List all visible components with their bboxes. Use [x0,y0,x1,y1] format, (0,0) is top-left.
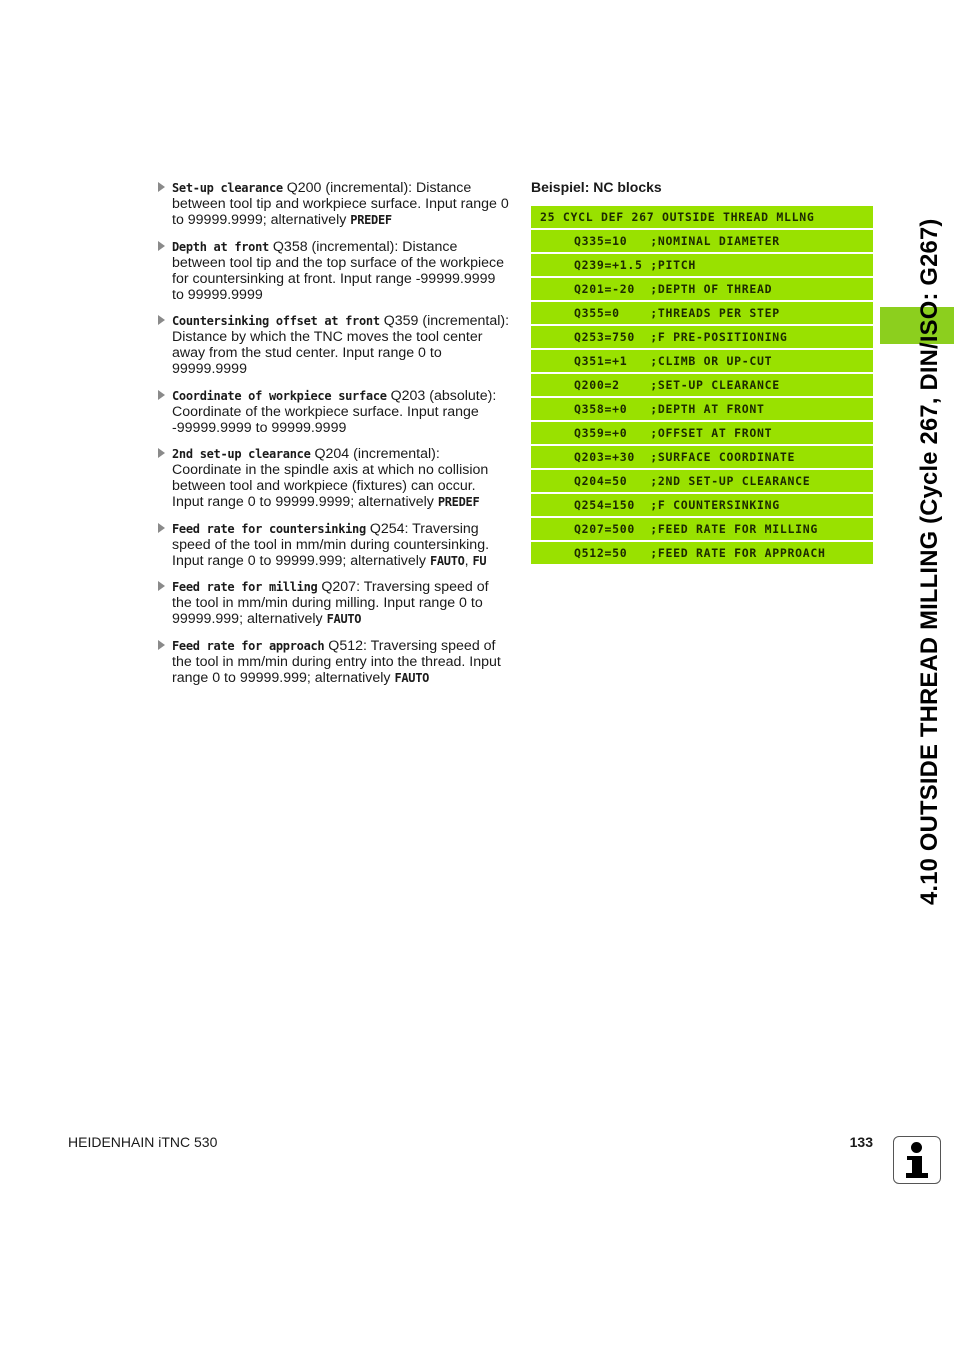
nc-line: Q254=150 ;F COUNTERSINKING [531,494,873,516]
param-desc: Q358 (incremental): Distance between tool tip and the top surface of the workpiece for countersinking at front. Input range -99999.9999 to 99999.9999 [172,238,505,303]
param-desc: Q203 (absolute): Coordinate of the workpiece surface. Input range -99999.9999 to 99999.9999 [172,387,497,436]
param-feed-countersinking [158,521,510,569]
param-setup-clearance [158,180,510,228]
nc-line: Q355=0 ;THREADS PER STEP [531,302,873,324]
nc-line: Q239=+1.5 ;PITCH [531,254,873,276]
param-desc: Q359 (incremental): Distance by which the TNC moves the tool center away from the stud center. Input range 0 to 99999.9999 [172,313,510,377]
param-code: Feed rate for milling [172,580,318,594]
parameter-list [158,180,510,696]
triangle-bullet-icon [158,390,165,400]
example-title: Beispiel: NC blocks [531,179,662,195]
param-code: Coordinate of workpiece surface [172,388,387,403]
param-code: 2nd set-up clearance [172,447,311,461]
triangle-bullet-icon [158,182,165,192]
nc-line: Q204=50 ;2ND SET-UP CLEARANCE [531,470,873,492]
triangle-bullet-icon [158,315,165,325]
param-desc: Q512: Traversing speed of the tool in mm/min during entry into the thread. Input range 0 to 99999.999; alternatively [172,637,501,686]
triangle-bullet-icon [158,581,165,591]
triangle-bullet-icon [158,640,165,650]
triangle-bullet-icon [158,523,165,533]
info-icon [893,1136,941,1184]
param-code: Depth at front [172,239,269,254]
param-alt: FAUTO [326,612,362,626]
param-code: Set-up clearance [172,181,283,195]
param-alt: PREDEF [437,495,480,509]
param-code: Feed rate for approach [172,638,325,653]
nc-line: Q358=+0 ;DEPTH AT FRONT [531,398,873,420]
param-feed-approach [158,638,510,686]
nc-line: 25 CYCL DEF 267 OUTSIDE THREAD MLLNG [531,206,873,228]
param-countersinking-offset [158,313,510,377]
nc-block-listing [531,206,873,566]
param-depth-at-front [158,239,510,303]
param-feed-milling [158,579,510,627]
nc-line: Q200=2 ;SET-UP CLEARANCE [531,374,873,396]
param-desc: Q254: Traversing speed of the tool in mm/min during countersinking. Input range 0 to 99999.999; alternatively [172,520,490,569]
nc-line: Q351=+1 ;CLIMB OR UP-CUT [531,350,873,372]
param-alt-2: FU [472,553,487,568]
param-surface-coordinate [158,388,510,436]
triangle-bullet-icon [158,241,165,251]
page-number: 133 [849,1134,873,1150]
nc-line: Q512=50 ;FEED RATE FOR APPROACH [531,542,873,564]
param-desc: Q207: Traversing speed of the tool in mm/min during milling. Input range 0 to 99999.999; alternatively [172,579,489,627]
triangle-bullet-icon [158,448,165,458]
param-2nd-setup-clearance [158,446,510,510]
nc-line: Q335=10 ;NOMINAL DIAMETER [531,230,873,252]
param-alt: FAUTO [394,670,430,685]
param-code: Feed rate for countersinking [172,521,366,536]
nc-line: Q253=750 ;F PRE-POSITIONING [531,326,873,348]
param-separator: , [464,552,473,569]
param-desc: Q204 (incremental): Coordinate in the spindle axis at which no collision between tool and workpiece (fixtures) can occur. Input range 0 to 99999.9999; alternatively [172,446,489,510]
section-title: 4.10 OUTSIDE THREAD MILLING (Cycle 267, DIN/ISO: G267) [916,218,943,905]
param-code: Countersinking offset at front [172,314,380,328]
param-alt: FAUTO [429,553,465,568]
nc-line: Q359=+0 ;OFFSET AT FRONT [531,422,873,444]
footer-product: HEIDENHAIN iTNC 530 [68,1134,218,1150]
nc-line: Q203=+30 ;SURFACE COORDINATE [531,446,873,468]
param-desc: Q200 (incremental): Distance between tool tip and workpiece surface. Input range 0 to 99999.9999; alternatively [172,180,509,228]
nc-line: Q207=500 ;FEED RATE FOR MILLING [531,518,873,540]
nc-line: Q201=-20 ;DEPTH OF THREAD [531,278,873,300]
param-alt: PREDEF [350,213,392,227]
